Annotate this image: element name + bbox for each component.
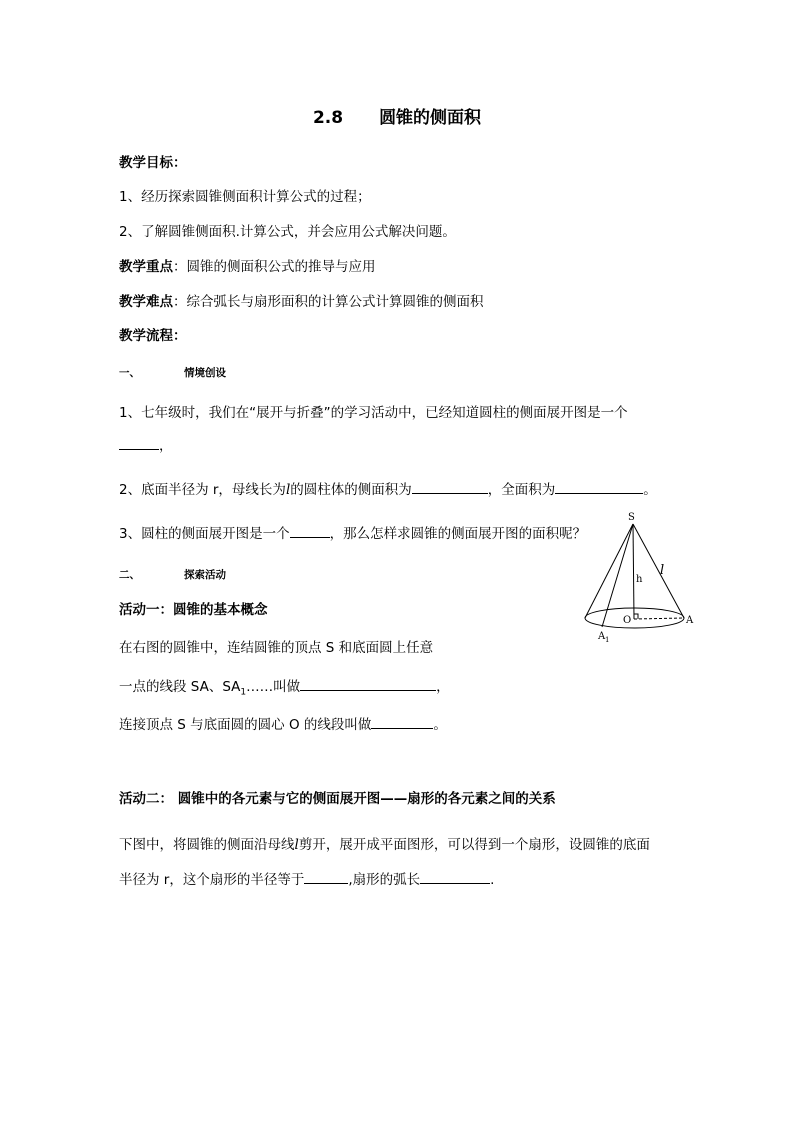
q2-part2: 的圆柱体的侧面积为 [290, 482, 412, 498]
right-angle-mark [634, 614, 638, 619]
height-blank[interactable] [371, 715, 433, 729]
difficulty-label: 教学难点 [119, 294, 173, 310]
question-1: 1、七年级时，我们在“展开与折叠”的学习活动中，已经知道圆柱的侧面展开图是一个 [119, 405, 628, 421]
q2-blank-lateral[interactable] [412, 480, 488, 494]
q3-part1: 3、圆柱的侧面展开图是一个 [119, 526, 290, 542]
activity-2-line-1 [119, 836, 650, 854]
sector-radius-blank[interactable] [304, 870, 348, 884]
activity-1-line-1: 在右图的圆锥中，连结圆锥的顶点 S 和底面圆上任意 [119, 640, 434, 656]
key-point-text: ：圆锥的侧面积公式的推导与应用 [173, 259, 376, 275]
sector-arc-blank[interactable] [420, 870, 490, 884]
title-text: 圆锥的侧面积 [379, 108, 482, 128]
process-heading: 教学流程： [119, 328, 187, 344]
objectives-heading: 教学目标： [119, 155, 187, 171]
section-1-heading [119, 364, 226, 382]
activity-2-line-2 [119, 870, 494, 889]
q1-blank[interactable] [119, 436, 159, 450]
a2-l1-part1: 下图中，将圆锥的侧面沿母线 [119, 837, 295, 853]
q2-var-l: l [285, 482, 291, 498]
a1-l3-part1: 连接顶点 S 与底面圆的圆心 O 的线段叫做 [119, 717, 372, 733]
section-1-number: 一、 [119, 367, 140, 379]
label-point-a1: A [598, 631, 606, 642]
label-center-o: O [623, 615, 632, 626]
cone-right-slant [633, 524, 684, 618]
section-2-number: 二、 [119, 569, 140, 581]
activity-2-heading: 活动二： 圆锥中的各元素与它的侧面展开图——扇形的各元素之间的关系 [119, 791, 556, 807]
key-point [119, 258, 376, 276]
label-point-a: A [686, 615, 694, 626]
a2-var-l: l [294, 837, 299, 853]
question-2 [119, 480, 657, 499]
key-point-label: 教学重点 [119, 259, 173, 275]
q2-blank-total[interactable] [555, 480, 643, 494]
label-slant-l: l [660, 563, 665, 578]
a1-l3-part2: 。 [433, 717, 447, 733]
activity-1-line-3 [119, 715, 447, 734]
question-3 [119, 524, 586, 543]
a1-l2-part2: ……叫做 [246, 679, 301, 695]
label-point-a1-sub: 1 [605, 636, 610, 644]
a2-l1-part2: 剪开，展开成平面图形，可以得到一个扇形，设圆锥的底面 [298, 837, 650, 853]
q3-part2: ，那么怎样求圆锥的侧面展开图的面积呢？ [329, 526, 587, 542]
q2-part4: 。 [643, 482, 657, 498]
objective-item-1: 1、经历探索圆锥侧面积计算公式的过程； [119, 189, 371, 205]
difficulty [119, 293, 484, 311]
q2-part1: 2、底面半径为 r，母线长为 [119, 482, 286, 498]
a1-l2-part1: 一点的线段 SA、SA [119, 679, 241, 695]
q3-blank[interactable] [290, 524, 330, 538]
objective-item-2: 2、了解圆锥侧面积.计算公式，并会应用公式解决问题。 [119, 224, 456, 240]
generatrix-blank[interactable] [300, 677, 436, 691]
a2-l2-part3: . [490, 872, 495, 888]
title-number: 2.8 [312, 108, 344, 128]
cone-height-line [633, 524, 634, 619]
a2-l2-part1: 半径为 r，这个扇形的半径等于 [119, 872, 305, 888]
difficulty-text: ：综合弧长与扇形面积的计算公式计算圆锥的侧面积 [173, 294, 484, 310]
cone-radius-line [634, 618, 684, 619]
a2-l2-part2: ,扇形的弧长 [348, 872, 421, 888]
cone-figure [580, 506, 700, 646]
a1-l2-sub: 1 [240, 687, 247, 698]
a1-l2-part3: ， [436, 679, 450, 695]
question-1-answer-line [119, 436, 173, 455]
section-1-title: 情境创设 [184, 367, 226, 379]
label-apex-s: S [628, 512, 635, 523]
section-2-title: 探索活动 [184, 569, 226, 581]
section-2-heading [119, 566, 226, 584]
activity-1-line-2 [119, 677, 450, 702]
q1-tail: ， [159, 438, 173, 454]
q2-part3: ，全面积为 [487, 482, 556, 498]
page-title [0, 107, 794, 129]
activity-1-heading: 活动一：圆锥的基本概念 [119, 602, 268, 618]
label-height-h: h [636, 574, 643, 585]
